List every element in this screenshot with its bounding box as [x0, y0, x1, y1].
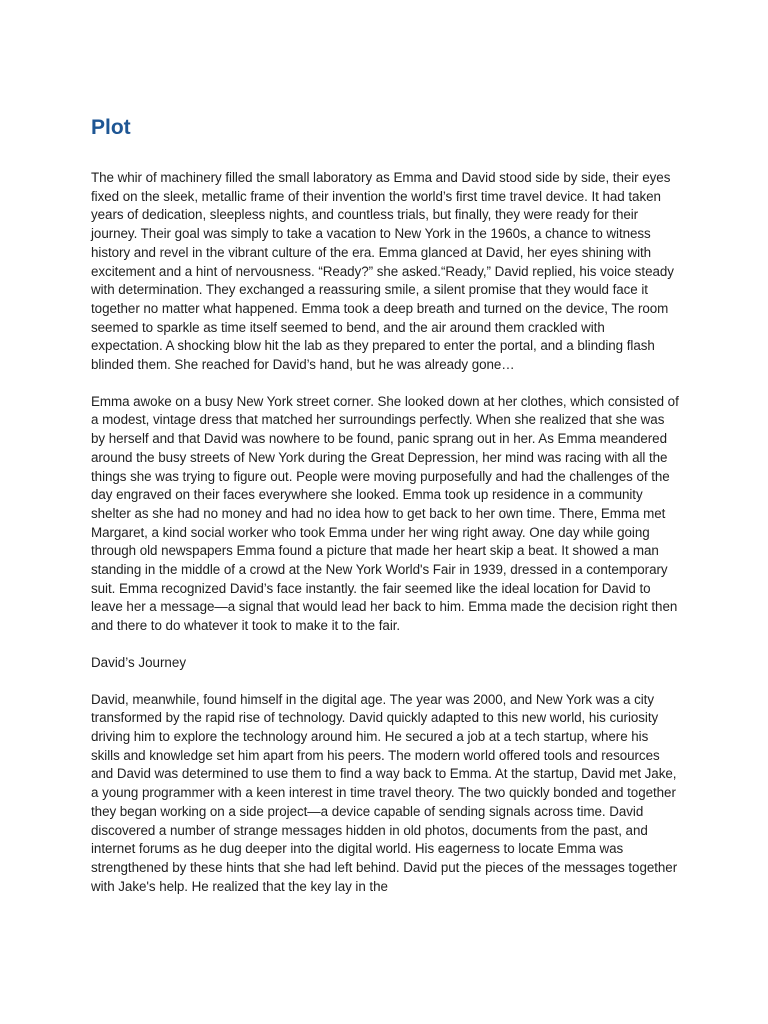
paragraph-lab: The whir of machinery filled the small laboratory as Emma and David stood side by side, their eyes fixed on the sleek, metallic frame of their invention the world’s first time travel device. It had taken years of dedication, sleepless nights, and countless trials, but finally, they were ready for their journey. Their goal was simply to take a vacation to New York in the 1960s, a chance to witness history and revel in the vibrant culture of the era. Emma glanced at David, her eyes shining with excitement and a hint of nervousness. “Ready?” she asked.“Ready,” David replied, his voice steady with determination. They exchanged a reassuring smile, a silent promise that they would face it together no matter what happened. Emma took a deep breath and turned on the device, The room seemed to sparkle as time itself seemed to bend, and the air around them crackled with expectation. A shocking blow hit the lab as they prepared to enter the portal, and a blinding flash blinded them. She reached for David’s hand, but he was already gone…: [91, 170, 674, 373]
paragraph-emma: Emma awoke on a busy New York street corner. She looked down at her clothes, which consisted of a modest, vintage dress that matched her surroundings perfectly. When she realized that she was by herself and that David was nowhere to be found, panic sprang out in her. As Emma meandered around the busy streets of New York during the Great Depression, her mind was racing with all the things she was trying to figure out. People were moving purposefully and had the challenges of the day engraved on their faces everywhere she looked. Emma took up residence in a community shelter as she had no money and had no idea how to get back to her own time. There, Emma met Margaret, a kind social worker who took Emma under her wing right away. One day while going through old newspapers Emma found a picture that made her heart skip a beat. It showed a man standing in the middle of a crowd at the New York World's Fair in 1939, dressed in a contemporary suit. Emma recognized David’s face instantly. the fair seemed like the ideal location for David to leave her a message—a signal that would lead her back to him. Emma made the decision right then and there to do whatever it took to make it to the fair.: [91, 393, 679, 634]
paragraph-david: David, meanwhile, found himself in the digital age. The year was 2000, and New York was a city transformed by the rapid rise of technology. David quickly adapted to this new world, his curiosity driving him to explore the technology around him. He secured a job at a tech startup, where his skills and knowledge set him apart from his peers. The modern world offered tools and resources and David was determined to use them to find a way back to Emma. At the startup, David met Jake, a young programmer with a keen interest in time travel theory. The two quickly bonded and together they began working on a side project—a device capable of sending signals across time. David discovered a number of strange messages hidden in old photos, documents from the past, and internet forums as he dug deeper into the digital world. His eagerness to locate Emma was strengthened by these hints that she had left behind. David put the pieces of the messages together with Jake's help. He realized that the key lay in the: [91, 691, 678, 894]
document-page: [91, 115, 679, 914]
subheading-davids-journey: David’s Journey: [91, 654, 187, 670]
section-heading-plot: Plot: [91, 116, 131, 139]
